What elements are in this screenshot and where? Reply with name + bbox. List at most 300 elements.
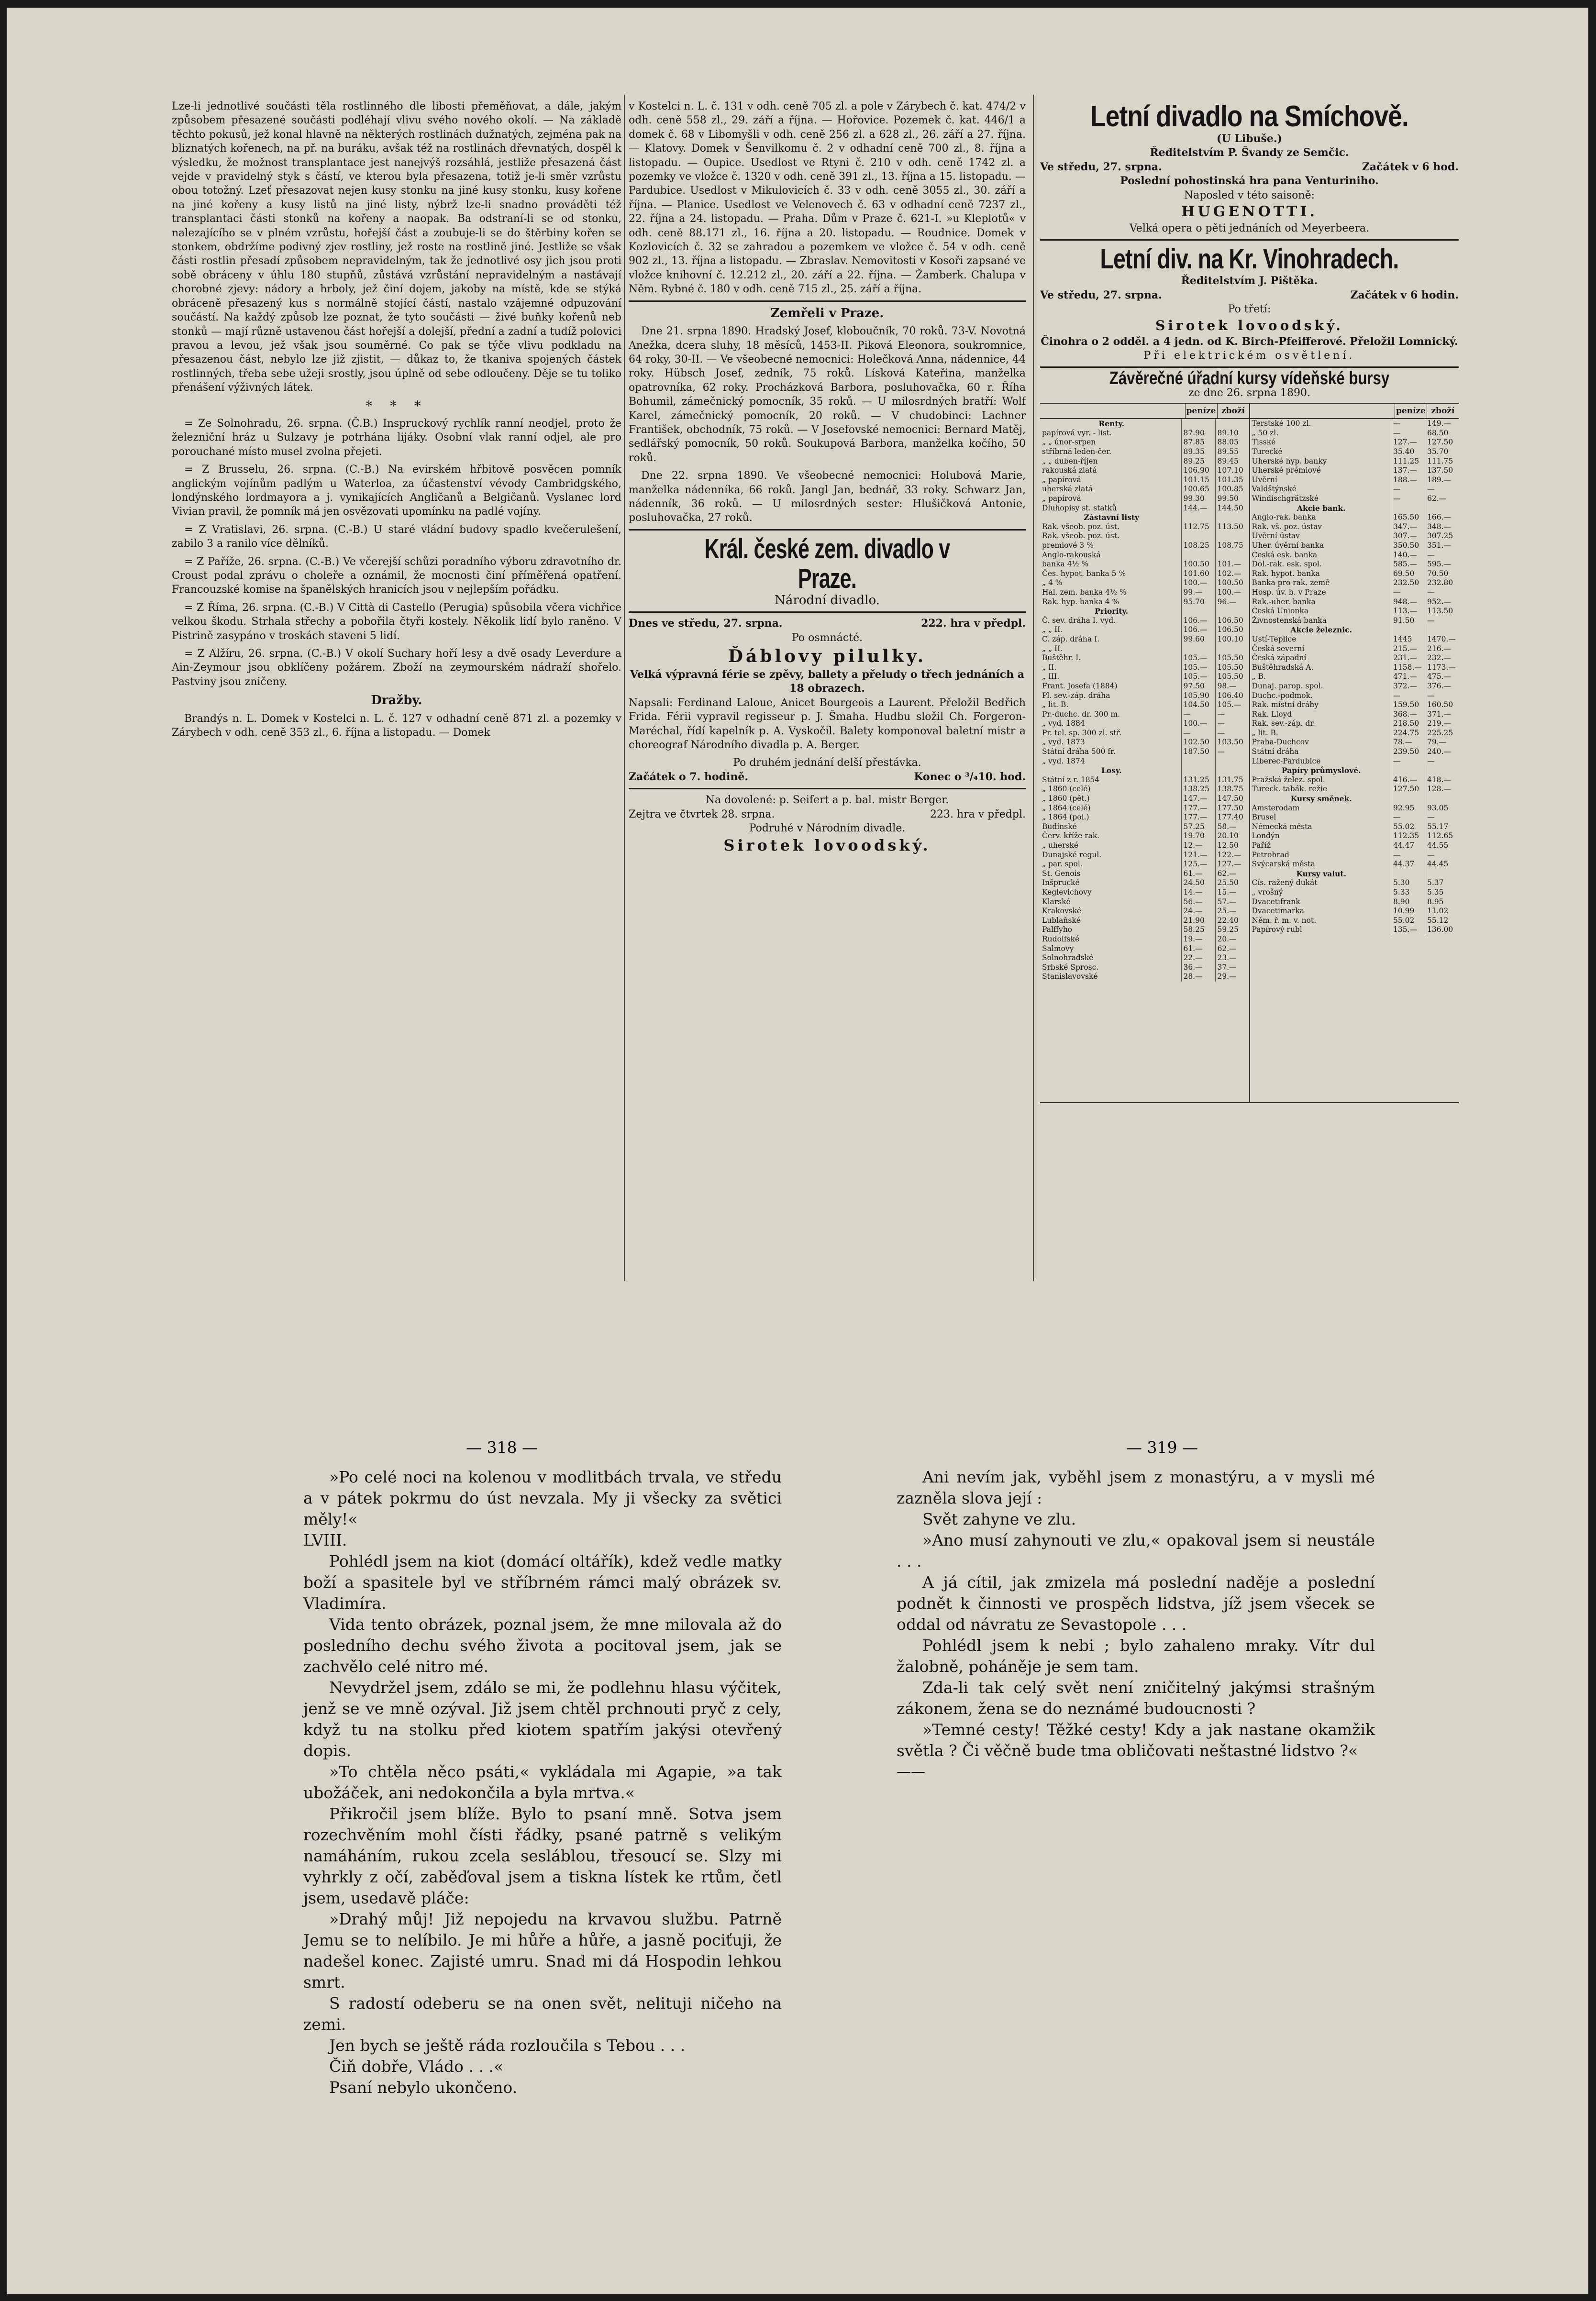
goods-price: 25.50 [1215,878,1249,888]
security-name: Brusel [1252,813,1276,822]
exchange-row [1040,457,1249,466]
security-name: Liberec-Pardubice [1252,756,1321,765]
tomorrow-subscription: 223. hra v předpl. [930,808,1026,820]
goods-price: 20.10 [1215,831,1249,841]
exchange-row [1250,578,1459,588]
goods-price: 106.50 [1215,625,1249,635]
goods-price: 89.55 [1215,447,1249,457]
money-price: 177.— [1181,804,1215,813]
vinohrady-play: Sirotek lovoodský. [1155,317,1343,333]
exchange-row [1250,851,1459,860]
vinohrady-third: Po třetí: [1228,303,1271,316]
exchange-row [1040,953,1249,963]
goods-price: 55.12 [1425,916,1459,926]
national-theatre-subtitle: Národní divadlo. [775,593,880,608]
column-rule [1033,95,1034,1281]
exchange-row [1250,738,1459,747]
exchange-row [1040,429,1249,438]
goods-price: 93.05 [1425,804,1459,813]
goods-price: 62.— [1215,944,1249,954]
money-price: — [1391,757,1425,766]
vinohrady-direction: Ředitelstvím J. Pištěka. [1181,275,1318,288]
goods-price: — [1425,551,1459,560]
security-name: Valdštýnské [1252,485,1297,494]
goods-price: 112.65 [1425,831,1459,841]
goods-price [1425,625,1459,635]
exchange-row [1040,616,1249,626]
novel-paragraph: S radostí odeberu se na onen svět, nelituji ničeho na zemi. [303,1994,782,2034]
security-name: Losy. [1101,766,1122,775]
exchange-row [1250,485,1459,494]
exchange-row [1040,888,1249,897]
novel-paragraph: Svět zahyne ve zlu. [922,1510,1076,1528]
security-name: Rak. všeob. poz. úst. [1042,531,1119,541]
goods-price: 307.25 [1425,531,1459,541]
security-name: rakouská zlatá [1042,466,1097,475]
goods-price: 177.50 [1215,804,1249,813]
exchange-row [1040,597,1249,607]
exchange-row [1040,972,1249,982]
money-price: 140.— [1391,551,1425,560]
goods-price: 160.50 [1425,700,1459,710]
header-money: peníze [1185,404,1217,418]
exchange-row [1040,663,1249,673]
security-name: Státní dráha [1252,747,1299,756]
exchange-row [1250,878,1459,888]
money-price: 101.60 [1181,569,1215,579]
goods-price [1215,419,1249,429]
security-name: Něm. ř. m. v. not. [1252,916,1317,925]
money-price: 57.25 [1181,822,1215,832]
novel-paragraph: Pohlédl jsem na kiot (domácí oltářík), kdež vedle matky boží a spasitele byl ve stříbrném rámci malý obrázek sv. Vladimíra. [303,1552,782,1613]
auction-text: Brandýs n. L. Domek v Kostelci n. L. č. 127 v odhadní ceně 871 zl. a pozemky v Zárybech v odh. ceně 353 zl., 6. října a listopadu. — Domek [172,712,621,739]
security-name: Frant. Josefa (1884) [1042,681,1118,690]
exchange-row [1040,775,1249,785]
money-price: 1445 [1391,635,1425,644]
exchange-row [1250,897,1459,907]
security-name: Budínské [1042,822,1077,831]
goods-price: — [1425,616,1459,626]
column-auctions-deaths-theatre [629,100,1026,855]
goods-price: 351.— [1425,541,1459,551]
goods-price: — [1215,710,1249,719]
exchange-section-heading [1250,869,1459,879]
money-price: 55.02 [1391,916,1425,926]
goods-price: 5.35 [1425,888,1459,897]
goods-price: 35.70 [1425,447,1459,457]
exchange-row [1040,944,1249,954]
security-name: Keglevichovy [1042,887,1092,896]
exchange-row [1250,757,1459,766]
security-name: Státní z r. 1854 [1042,775,1100,784]
page-number-left: — 318 — [466,1438,538,1457]
security-name: Paříž [1252,841,1271,850]
exchange-row [1250,663,1459,673]
security-name: Švýcarská města [1252,860,1315,869]
money-price [1181,531,1215,541]
security-name: Č. sev. dráha I. vyd. [1042,616,1116,625]
exchange-row [1250,607,1459,616]
exchange-row [1040,531,1249,541]
goods-price [1425,504,1459,513]
security-name: Banka pro rak. země [1252,578,1330,587]
goods-price: 20.— [1215,935,1249,944]
goods-price: 232.— [1425,653,1459,663]
money-price [1181,419,1215,429]
security-name: „ 50 zl. [1252,428,1279,437]
money-price: 307.— [1391,531,1425,541]
exchange-row [1250,831,1459,841]
news-item: = Ze Solnohradu, 26. srpna. (Č.B.) Inspruckový rychlík ranní neodjel, proto že železniční hráz u Sulzavy je potrhána lijáky. Osobní vlak ranní odjel, ale pro porouchané místo musel zvolna přejeti. [172,417,621,458]
exchange-row [1040,831,1249,841]
smichov-direction: Ředitelstvím P. Švandy ze Semčic. [1150,146,1349,159]
money-price: 56.— [1181,897,1215,907]
security-name: premiové 3 % [1042,541,1094,550]
exchange-row [1040,682,1249,691]
security-name: uherská zlatá [1042,485,1093,494]
goods-price: 348.— [1425,522,1459,532]
goods-price [1215,757,1249,766]
money-price: 112.75 [1181,522,1215,532]
exchange-row [1040,710,1249,719]
exchange-row [1250,700,1459,710]
news-item: = Z Říma, 26. srpna. (C.-B.) V Città di Castello (Perugia) spůsobila včera vichřice velkou škodu. Strhala střechy a pobořila čtyři kostely. Několik lidí bylo raněno. V Pistrině zasypáno v troskách staveni 5 lidí. [172,601,621,642]
novel-paragraph: Pohlédl jsem k nebi ; bylo zahaleno mraky. Vítr dul žalobně, poháněje je sem tam. [897,1636,1375,1676]
news-item: = Z Vratislavi, 26. srpna. (C.-B.) U staré vládní budovy spadlo kvečerulešení, zabilo 3 a ranilo více dělníků. [172,523,621,550]
goods-price: 96.— [1215,597,1249,607]
exchange-row [1250,466,1459,476]
column-science-news [172,100,621,743]
money-price: 100.65 [1181,485,1215,494]
security-name: Dunajské regul. [1042,850,1102,859]
exchange-row [1250,925,1459,935]
exchange-section-heading [1040,419,1249,429]
security-name: Česká Unionka [1252,607,1308,616]
goods-price: 79.— [1425,738,1459,747]
security-name: Srbské Sprosc. [1042,962,1099,972]
exchange-row [1250,551,1459,560]
security-name: Papírový rubl [1252,925,1302,934]
tomorrow-play: Sirotek lovoodský. [723,836,931,855]
smichov-subtitle: (U Libuše.) [1217,133,1282,145]
security-name: Kursy valut. [1296,869,1346,878]
news-item: = Z Brusselu, 26. srpna. (C.-B.) Na evirském hřbitově posvěcen pomník anglickým vojínům padlým u Waterloa, za účastenství vévody Cambridgského, londýnského lordmayora a j. vynikajících Angličanů a Belgičanů. Vyslanec lord Vivian pravil, že pomník má jen osvězovati upomínku na padlé vojíny. [172,464,621,518]
security-name: Stanislavovské [1042,972,1098,981]
today-line [629,617,1026,631]
security-name: Uher. úvěrní banka [1252,541,1324,550]
security-name: Praha-Duchcov [1252,738,1309,747]
money-price: 106.— [1181,616,1215,626]
goods-price: 131.75 [1215,775,1249,785]
goods-price: 55.17 [1425,822,1459,832]
deaths-heading: Zemřeli v Praze. [770,306,884,321]
goods-price: 58.— [1215,822,1249,832]
security-name: „ „ duben-říjen [1042,456,1098,465]
security-name: Krakovské [1042,907,1082,916]
money-price: — [1391,429,1425,438]
money-price: 105.90 [1181,691,1215,701]
money-price: 372.— [1391,682,1425,691]
money-price: 105.— [1181,653,1215,663]
money-price: 44.37 [1391,860,1425,869]
money-price: 135.— [1391,925,1425,935]
exchange-row [1040,644,1249,654]
novel-paragraph: Nevydržel jsem, zdálo se mi, že podlehnu hlasu výčitek, jenž se ve mně ozýval. Již jsem chtěl prchnouti pryč z cely, když tu na stolku před kiotem spatřím jakýsi otevřený dopis. [303,1678,782,1760]
goods-price: 100.— [1215,588,1249,597]
smichov-play: HUGENOTTI. [1181,203,1318,221]
exchange-row [1040,494,1249,504]
exchange-row [1040,794,1249,804]
money-price: 105.— [1181,663,1215,673]
money-price [1391,766,1425,775]
vinohrady-start: Začátek v 6 hodin. [1350,288,1459,301]
exchange-row [1040,851,1249,860]
goods-price: 113.50 [1215,522,1249,532]
novel-page-left [303,1467,782,2098]
money-price: 108.25 [1181,541,1215,551]
security-name: Akcie železnic. [1290,625,1352,635]
exchange-row [1250,429,1459,438]
goods-price: 1173.— [1425,663,1459,673]
exchange-row [1250,588,1459,597]
money-price: 102.50 [1181,738,1215,747]
exchange-row [1250,513,1459,522]
security-name: Dluhopisy st. statků [1042,503,1117,512]
goods-price: 371.— [1425,710,1459,719]
security-name: Rak. hypot. banka [1252,569,1320,578]
security-name: „ papírová [1042,494,1081,503]
security-name: Buštěhr. I. [1042,653,1081,663]
money-price [1181,551,1215,560]
exchange-row [1040,907,1249,916]
exchange-row [1040,560,1249,569]
goods-price: 137.50 [1425,466,1459,476]
vinohrady-date-line [1040,288,1459,302]
exchange-row [1040,822,1249,832]
goods-price: 136.00 [1425,925,1459,935]
money-price: 12.— [1181,841,1215,851]
divider [629,788,1026,789]
security-name: Klarské [1042,897,1071,906]
exchange-section-heading [1250,625,1459,635]
security-name: „ 1864 (celé) [1042,803,1091,812]
money-price: 99.— [1181,588,1215,597]
exchange-row [1040,569,1249,579]
goods-price: 144.50 [1215,504,1249,513]
money-price: 99.60 [1181,635,1215,644]
goods-price: 68.50 [1425,429,1459,438]
exchange-row [1250,653,1459,663]
money-price: 99.30 [1181,494,1215,504]
security-name: Pražská želez. spol. [1252,775,1325,784]
security-name: Dunaj. parop. spol. [1252,681,1323,690]
today-subscription: 222. hra v předpl. [921,617,1026,630]
security-name: „ 1864 (pol.) [1042,813,1089,822]
security-name: Petrohrad [1252,850,1289,859]
vinohrady-description: Činohra o 2 odděl. a 4 jedn. od K. Birch-Pfeifferové. Přeložil Lomnický. [1041,335,1458,348]
start-line [629,770,1026,784]
exchange-row [1250,616,1459,626]
security-name: „ uherské [1042,841,1079,850]
money-price: 144.— [1181,504,1215,513]
exchange-section-heading [1250,794,1459,804]
column-theatres-exchange [1040,100,1459,1103]
exchange-row [1250,747,1459,757]
security-name: Rak. všeob. poz. úst. [1042,522,1119,531]
money-price: 177.— [1181,813,1215,822]
novel-paragraph: »Temné cesty! Těžké cesty! Kdy a jak nastane okamžik světla ? Či věčně bude tma obličovati neštastné lidstvo ?« [897,1720,1375,1760]
exchange-row [1250,494,1459,504]
header-goods: zboží [1217,404,1249,418]
security-name: papírová vyr. - list. [1042,428,1112,437]
security-name: Turecké [1252,447,1283,456]
page-number-right: — 319 — [1126,1438,1198,1457]
money-price: 44.47 [1391,841,1425,851]
security-name: „ 4 % [1042,578,1063,587]
security-name: Rak. hyp. banka 4 % [1042,597,1119,606]
exchange-section-heading [1250,504,1459,513]
money-price [1391,794,1425,804]
security-name: Zástavní listy [1084,513,1140,522]
money-price: 125.— [1181,860,1215,869]
security-name: „ par. spol. [1042,860,1083,869]
goods-price: 100.50 [1215,578,1249,588]
goods-price: 232.80 [1425,578,1459,588]
money-price [1181,766,1215,775]
money-price: — [1391,851,1425,860]
exchange-row [1040,578,1249,588]
goods-price: 138.75 [1215,785,1249,794]
intermission-note: Po druhém jednání delší přestávka. [733,757,921,769]
money-price: 231.— [1391,653,1425,663]
goods-price: 100.85 [1215,485,1249,494]
money-price: 137.— [1391,466,1425,476]
play-description: Velká výpravná férie se zpěvy, ballety a přeludy o třech jednáních a 18 obrazech. [630,668,1025,695]
security-name: „ 1860 (pět.) [1042,794,1090,803]
money-price: 91.50 [1391,616,1425,626]
security-name: Česká esk. banka [1252,550,1318,559]
money-price: 127.50 [1391,785,1425,794]
exchange-row [1040,878,1249,888]
money-price: 92.95 [1391,804,1425,813]
exchange-row [1250,447,1459,457]
goods-price: 8.95 [1425,897,1459,907]
exchange-row [1250,785,1459,794]
exchange-row [1040,804,1249,813]
money-price: 585.— [1391,560,1425,569]
money-price: 89.35 [1181,447,1215,457]
goods-price [1215,513,1249,522]
novel-paragraph: »Ano musí zahynouti ve zlu,« opakoval jsem si neustále . . . [897,1531,1375,1571]
security-name: Živnostenská banka [1252,616,1327,625]
exchange-header [1040,404,1249,419]
exchange-row [1040,522,1249,532]
smichov-start: Začátek v 6 hod. [1362,160,1459,173]
vacation-note: Na dovolené: p. Seifert a p. bal. mistr Berger. [705,794,949,807]
goods-price: 475.— [1425,672,1459,682]
goods-price: 62.— [1215,869,1249,879]
goods-price: 89.45 [1215,457,1249,466]
exchange-row [1250,841,1459,851]
security-name: Cís. ražený dukát [1252,878,1318,887]
exchange-row [1250,729,1459,738]
security-name: „ vyd. 1874 [1042,756,1085,765]
money-price [1391,625,1425,635]
security-name: „ II. [1042,663,1057,672]
money-price: 55.02 [1391,822,1425,832]
goods-price: — [1425,691,1459,701]
performance-count: Po osmnácté. [791,631,863,644]
smichov-date: Ve středu, 27. srpna. [1040,160,1162,173]
security-name: Salmovy [1042,944,1074,953]
goods-price: 57.— [1215,897,1249,907]
security-name: Hal. zem. banka 4½ % [1042,587,1127,597]
exchange-row [1250,541,1459,551]
security-name: Dvacetifrank [1252,897,1300,906]
security-name: Česká západní [1252,653,1307,663]
exchange-row [1250,569,1459,579]
exchange-row [1250,476,1459,485]
header-goods: zboží [1427,404,1459,418]
goods-price [1425,869,1459,879]
money-price: 159.50 [1391,700,1425,710]
security-name: Pr.-duchc. dr. 300 m. [1042,709,1120,719]
security-name: Rak. Lloyd [1252,709,1292,719]
exchange-row [1250,907,1459,916]
money-price: 948.— [1391,597,1425,607]
exchange-row [1250,775,1459,785]
goods-price: 149.— [1425,419,1459,429]
exchange-row [1040,747,1249,757]
money-price: 22.— [1181,953,1215,963]
exchange-row [1040,691,1249,701]
exchange-row [1040,860,1249,869]
money-price [1181,607,1215,616]
security-name: Papíry průmyslové. [1282,766,1361,775]
goods-price: 103.50 [1215,738,1249,747]
security-name: „ vyd. 1873 [1042,738,1085,747]
money-price: 35.40 [1391,447,1425,457]
divider [1040,239,1459,241]
security-name: Č. záp. dráha I. [1042,634,1100,643]
security-name: Tureck. tabák. režie [1252,785,1328,794]
goods-price: — [1215,747,1249,757]
security-name: „ „ únor-srpen [1042,438,1096,447]
goods-price: 166.— [1425,513,1459,522]
money-price [1391,869,1425,879]
goods-price: 127.50 [1425,438,1459,447]
exchange-row [1040,438,1249,447]
security-name: Uherské prémiové [1252,466,1321,475]
security-name: banka 4½ % [1042,560,1089,569]
money-price: 106.90 [1181,466,1215,476]
goods-price [1215,607,1249,616]
money-price: 24.— [1181,907,1215,916]
security-name: „ lit. B. [1252,728,1278,737]
money-price: 471.— [1391,672,1425,682]
goods-price [1425,766,1459,775]
news-item: = Z Paříže, 26. srpna. (C.-B.) Ve včerejší schůzi poradního výboru zdravotního dr. Croust podal zprávu o choleře a oznámil, že mocnosti činí příměřená opatření. Francouzské komise na španělských hranicích jsou v nejlepším pořádku. [172,555,621,596]
newspaper-page [172,80,1459,1353]
security-name: Dol.-rak. esk. spol. [1252,560,1322,569]
security-name: Rak. místní dráhy [1252,700,1319,709]
exchange-row [1040,916,1249,926]
exchange-row [1040,476,1249,485]
security-name: Solnohradské [1042,953,1094,962]
exchange-row [1250,419,1459,429]
security-name: „ „ II. [1042,625,1063,634]
money-price: 5.30 [1391,878,1425,888]
